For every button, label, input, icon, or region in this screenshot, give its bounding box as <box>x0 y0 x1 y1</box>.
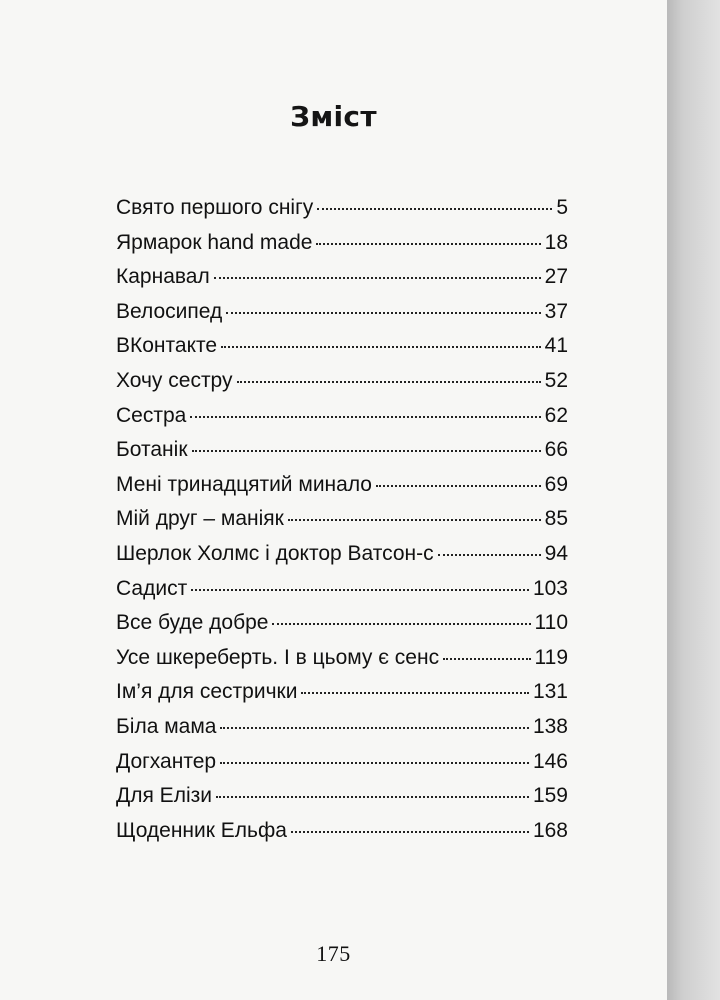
page-edge-shadow <box>667 0 720 1000</box>
toc-item <box>116 404 568 439</box>
toc-item-page: 27 <box>544 265 568 289</box>
toc-item-page: 62 <box>544 403 568 427</box>
toc-item <box>116 334 568 369</box>
toc-item-title: Ботанік <box>116 438 188 462</box>
toc-item-page: 66 <box>544 438 568 462</box>
toc-item <box>116 715 568 750</box>
page-title: Зміст <box>290 100 377 133</box>
toc-item-title: Карнавал <box>116 265 210 289</box>
dot-leader <box>216 796 529 798</box>
toc-item-title: Догхантер <box>116 749 217 773</box>
toc-item-title: Для Елізи <box>116 784 212 808</box>
table-of-contents <box>116 196 568 853</box>
toc-item-title: Хочу сестру <box>116 368 233 392</box>
toc-item-title: Велосипед <box>116 299 223 323</box>
dot-leader <box>214 277 541 279</box>
toc-item <box>116 231 568 266</box>
dot-leader <box>226 312 540 314</box>
toc-item <box>116 507 568 542</box>
dot-leader <box>237 381 541 383</box>
toc-item-title: ВКонтакте <box>116 334 218 358</box>
toc-item-page: 159 <box>532 784 568 808</box>
dot-leader <box>443 658 530 660</box>
toc-item-title: Мій друг – маніяк <box>116 507 284 531</box>
toc-item-page: 41 <box>544 334 568 358</box>
toc-item-page: 138 <box>532 714 568 738</box>
dot-leader <box>191 589 529 591</box>
dot-leader <box>317 208 552 210</box>
toc-item-page: 5 <box>556 196 568 219</box>
toc-item <box>116 438 568 473</box>
toc-item-page: 69 <box>544 472 568 496</box>
toc-item <box>116 646 568 681</box>
toc-item <box>116 577 568 612</box>
toc-item-title: Ярмарок hand made <box>116 230 313 254</box>
toc-item-title: Сестра <box>116 403 187 427</box>
dot-leader <box>288 519 541 521</box>
toc-item-page: 94 <box>544 541 568 565</box>
dot-leader <box>376 485 541 487</box>
dot-leader <box>220 762 529 764</box>
toc-item-title: Мені тринадцятий минало <box>116 472 372 496</box>
toc-item-page: 18 <box>544 230 568 254</box>
toc-item-page: 146 <box>532 749 568 773</box>
toc-item <box>116 680 568 715</box>
toc-item-page: 119 <box>534 645 568 669</box>
toc-item-page: 37 <box>544 299 568 323</box>
toc-item <box>116 819 568 854</box>
toc-item <box>116 750 568 785</box>
toc-item-page: 85 <box>544 507 568 531</box>
toc-item-page: 103 <box>532 576 568 600</box>
dot-leader <box>291 831 529 833</box>
toc-item <box>116 473 568 508</box>
toc-item-title: Щоденник Ельфа <box>116 818 287 842</box>
toc-item-page: 110 <box>534 611 568 635</box>
toc-item-title: Шерлок Холмс і доктор Ватсон-с <box>116 541 434 565</box>
toc-item-page: 131 <box>532 680 568 704</box>
toc-item-title: Усе шкереберть. І в цьому є сенс <box>116 645 440 669</box>
toc-item <box>116 369 568 404</box>
toc-item-title: Біла мама <box>116 714 217 738</box>
toc-item-page: 168 <box>532 818 568 842</box>
page-number: 175 <box>316 941 351 966</box>
dot-leader <box>316 243 540 245</box>
dot-leader <box>272 623 530 625</box>
toc-item <box>116 196 568 231</box>
toc-item <box>116 542 568 577</box>
dot-leader <box>190 416 540 418</box>
toc-item <box>116 265 568 300</box>
dot-leader <box>301 692 529 694</box>
toc-item-title: Ім’я для сестрички <box>116 680 298 704</box>
toc-item-title: Садист <box>116 576 188 600</box>
toc-item-title: Свято першого снігу <box>116 196 314 219</box>
toc-item-page: 52 <box>544 368 568 392</box>
dot-leader <box>192 450 541 452</box>
toc-item <box>116 300 568 335</box>
dot-leader <box>438 554 541 556</box>
dot-leader <box>220 727 529 729</box>
dot-leader <box>221 346 541 348</box>
toc-item <box>116 784 568 819</box>
toc-item <box>116 611 568 646</box>
toc-item-title: Все буде добре <box>116 611 269 635</box>
